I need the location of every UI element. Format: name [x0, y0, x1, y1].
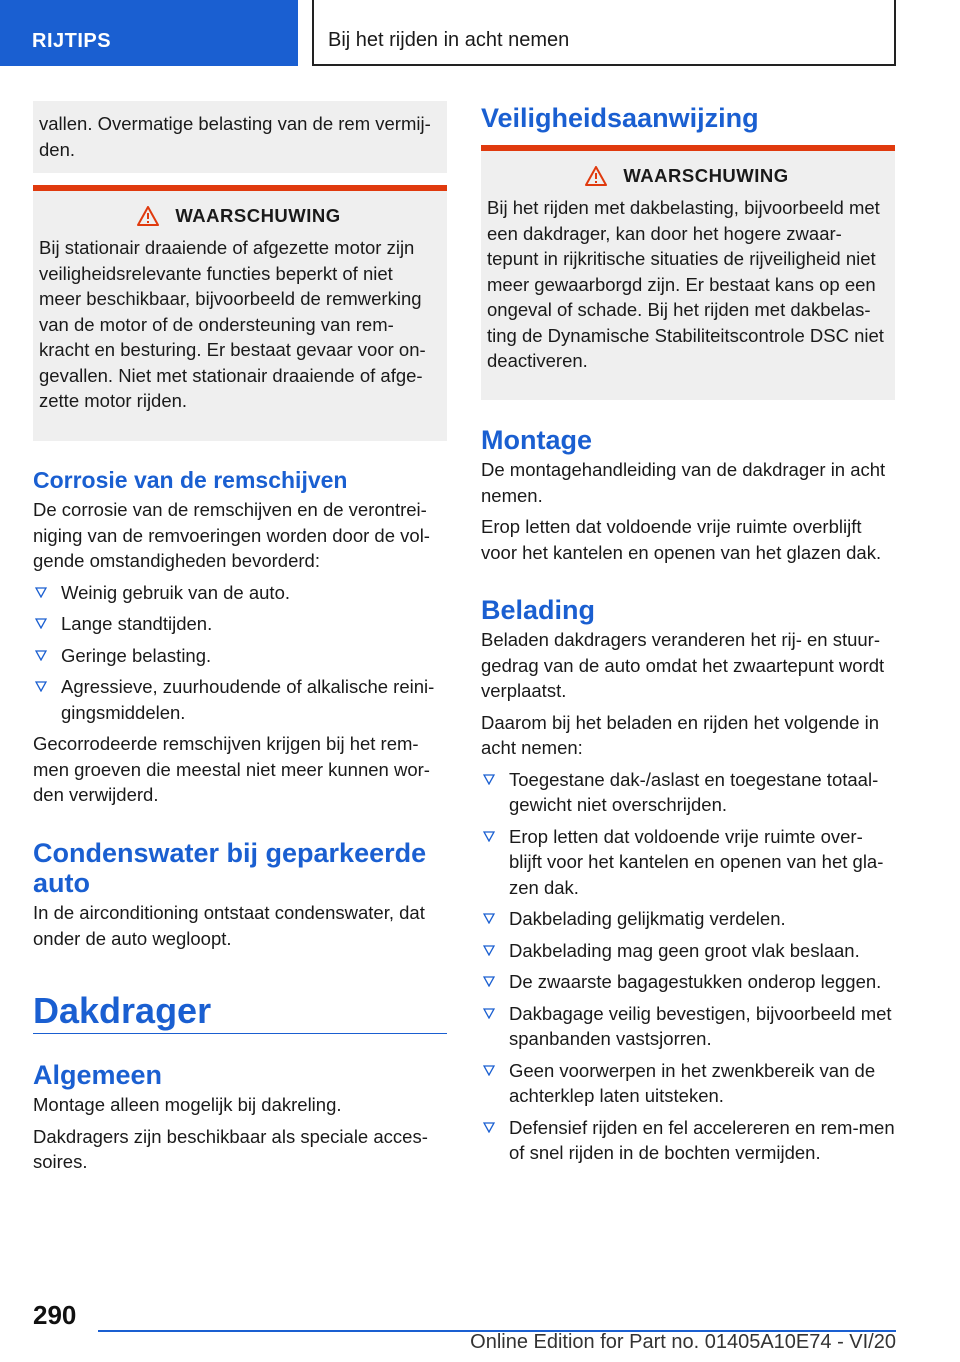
- chapter-tab: [312, 0, 896, 66]
- section-corrosie: [33, 465, 447, 808]
- heading-veiligheid-wrap: [481, 103, 895, 133]
- list-item: Defensief rijden en fel accelereren en rem-men of snel rijden in de bochten vermijden.: [481, 1115, 895, 1166]
- heading-dakdrager: Dakdrager: [33, 990, 212, 1031]
- list-item: Dakbelading mag geen groot vlak beslaan.: [481, 938, 895, 964]
- bullet-triangle-icon: [483, 774, 495, 785]
- list-item: Dakbelading gelijkmatig verdelen.: [481, 906, 895, 932]
- heading-condenswater: Condenswater bij geparkeerde auto: [33, 838, 427, 898]
- list-item: Agressieve, zuurhoudende of alkalische reini-gingsmiddelen.: [33, 674, 447, 725]
- warning-text: Bij het rijden met dakbelasting, bijvoorbeeld met een dakdrager, kan door het hogere zwaar-tepunt in rijkritische situaties de rijveiligheid niet meer gewaarborgd zijn. Er bestaat kans op een ongeval of schade. Bij het rijden met dakbelas-ting de Dynamische Stabiliteitscontrole DSC niet deactiveren.: [487, 197, 884, 371]
- belading-list: [481, 767, 895, 1166]
- condens-text: In de airconditioning ontstaat condenswater, dat onder de auto wegloopt.: [33, 902, 425, 949]
- belading-p1: Beladen dakdragers veranderen het rij- en stuur-gedrag van de auto omdat het zwaartepunt wordt verplaatst.: [481, 629, 885, 701]
- warning-heading: [487, 165, 887, 187]
- bullet-triangle-icon: [483, 976, 495, 987]
- heading-montage: Montage: [481, 425, 592, 455]
- warning-triangle-icon: [137, 206, 159, 226]
- chapter-title: Bij het rijden in acht nemen: [328, 29, 570, 51]
- bullet-triangle-icon: [483, 945, 495, 956]
- corrosie-outro: Gecorrodeerde remschijven krijgen bij het rem-men groeven die meestal niet meer kunnen wor-den verwijderd.: [33, 733, 430, 805]
- bullet-triangle-icon: [35, 650, 47, 661]
- section-belading: [481, 595, 895, 1172]
- bullet-triangle-icon: [483, 1008, 495, 1019]
- list-item: Erop letten dat voldoende vrije ruimte over-blijft voor het kantelen en openen van het gla-zen dak.: [481, 824, 895, 901]
- warning-triangle-icon: [585, 166, 607, 186]
- continued-text: vallen. Overmatige belasting van de rem vermij- den.: [39, 113, 431, 160]
- section-title: RIJTIPS: [32, 30, 112, 52]
- warning-title: WAARSCHUWING: [175, 205, 341, 226]
- list-item: Geen voorwerpen in het zwenkbereik van de achterklep laten uitsteken.: [481, 1058, 895, 1109]
- warning-text: Bij stationair draaiende of afgezette motor zijn veiligheidsrelevante functies beperkt of niet meer beschikbaar, bijvoorbeeld de remwerking van de motor of de ondersteuning van rem-kracht en besturing. Er bestaat gevaar voor on-gevallen. Niet met stationair draaiende of afge-zette motor rijden.: [39, 237, 426, 411]
- corrosie-intro: De corrosie van de remschijven en de verontrei-niging van de remvoeringen worden door de vol-gende omstandigheden bevorderd:: [33, 499, 430, 571]
- list-item: Weinig gebruik van de auto.: [33, 580, 447, 606]
- section-montage: [481, 425, 895, 565]
- heading-veiligheid: Veiligheidsaanwijzing: [481, 103, 759, 133]
- edition-text: Online Edition for Part no. 01405A10E74 - VI/20: [470, 1331, 896, 1353]
- heading-algemeen: Algemeen: [33, 1060, 163, 1090]
- bullet-triangle-icon: [35, 681, 47, 692]
- bullet-triangle-icon: [483, 1122, 495, 1133]
- list-item: Toegestane dak-/aslast en toegestane totaal-gewicht niet overschrijden.: [481, 767, 895, 818]
- bullet-triangle-icon: [483, 831, 495, 842]
- warning-heading: [39, 205, 439, 227]
- heading-belading: Belading: [481, 595, 596, 625]
- warning-box-roof: [481, 145, 895, 400]
- corrosie-list: [33, 580, 447, 726]
- bullet-triangle-icon: [483, 913, 495, 924]
- heading-corrosie: Corrosie van de remschijven: [33, 467, 348, 493]
- page-number: 290: [33, 1300, 77, 1330]
- list-item: Geringe belasting.: [33, 643, 447, 669]
- algemeen-p2: Dakdragers zijn beschikbaar als speciale acces-soires.: [33, 1125, 428, 1172]
- belading-p2: Daarom bij het beladen en rijden het volgende in acht nemen:: [481, 711, 880, 758]
- section-dakdrager: [33, 990, 447, 1034]
- list-item: Dakbagage veilig bevestigen, bijvoorbeeld met spanbanden vastsjorren.: [481, 1001, 895, 1052]
- list-item: Lange standtijden.: [33, 611, 447, 637]
- algemeen-p1: Montage alleen mogelijk bij dakreling.: [33, 1094, 342, 1115]
- bullet-triangle-icon: [35, 587, 47, 598]
- montage-p2: Erop letten dat voldoende vrije ruimte overblijft voor het kantelen en openen van het glazen dak.: [481, 516, 882, 563]
- list-item: De zwaarste bagagestukken onderop leggen.: [481, 969, 895, 995]
- bullet-triangle-icon: [35, 618, 47, 629]
- montage-p1: De montagehandleiding van de dakdrager in acht nemen.: [481, 459, 886, 506]
- warning-box-brakes: [33, 185, 447, 441]
- section-algemeen: [33, 1060, 447, 1175]
- continued-box: [33, 101, 447, 173]
- warning-title: WAARSCHUWING: [623, 165, 789, 186]
- section-condenswater: [33, 838, 447, 951]
- bullet-triangle-icon: [483, 1065, 495, 1076]
- section-tab: [0, 0, 298, 66]
